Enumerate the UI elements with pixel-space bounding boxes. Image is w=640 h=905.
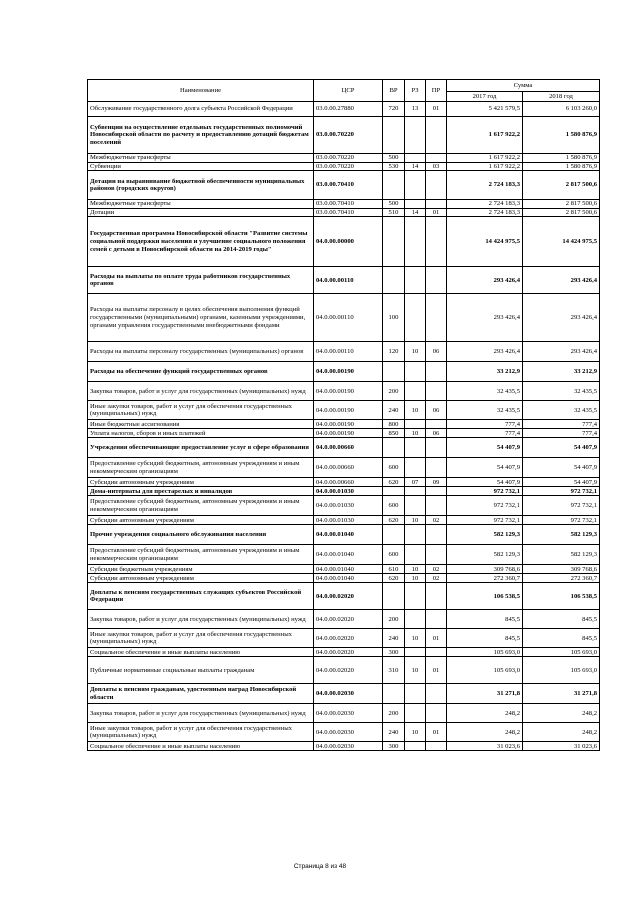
cell-name: Закупка товаров, работ и услуг для государственных (муниципальных) нужд xyxy=(88,704,314,723)
cell-name: Расходы на выплаты персоналу государственных (муниципальных) органов xyxy=(88,342,314,362)
cell-sum-2017: 845,5 xyxy=(447,610,523,629)
cell-name: Межбюджетные трансферты xyxy=(88,200,314,209)
cell-name: Публичные нормативные социальные выплаты гражданам xyxy=(88,657,314,684)
cell-rz xyxy=(405,154,426,163)
cell-pr: 02 xyxy=(426,574,447,583)
cell-rz xyxy=(405,267,426,294)
cell-name: Доплаты к пенсиям государственных служащих субъектов Российской Федерации xyxy=(88,583,314,610)
cell-sum-2018: 777,4 xyxy=(523,420,600,429)
cell-sum-2018: 31 271,8 xyxy=(523,684,600,704)
cell-pr xyxy=(426,171,447,200)
cell-vr: 600 xyxy=(383,458,405,478)
table-row xyxy=(88,704,600,723)
cell-csr: 04.0.00.01040 xyxy=(314,565,383,574)
cell-sum-2018: 582 129,3 xyxy=(523,525,600,545)
cell-sum-2017: 54 407,9 xyxy=(447,438,523,458)
cell-vr: 500 xyxy=(383,200,405,209)
cell-csr: 04.0.00.00190 xyxy=(314,401,383,420)
cell-rz: 10 xyxy=(405,342,426,362)
cell-name: Предоставление субсидий бюджетным, автономным учреждениям и иным некоммерческим организациям xyxy=(88,496,314,516)
cell-sum-2017: 582 129,3 xyxy=(447,525,523,545)
cell-rz xyxy=(405,610,426,629)
cell-rz: 10 xyxy=(405,657,426,684)
table-row xyxy=(88,657,600,684)
cell-sum-2018: 31 023,6 xyxy=(523,742,600,751)
table-row xyxy=(88,574,600,583)
cell-pr: 01 xyxy=(426,208,447,217)
cell-name: Закупка товаров, работ и услуг для государственных (муниципальных) нужд xyxy=(88,610,314,629)
cell-vr: 620 xyxy=(383,478,405,487)
cell-name: Социальное обеспечение и иные выплаты населению xyxy=(88,648,314,657)
table-row xyxy=(88,458,600,478)
cell-sum-2018: 1 580 876,9 xyxy=(523,162,600,171)
table-row xyxy=(88,382,600,401)
cell-name: Прочие учреждения социального обслуживания населения xyxy=(88,525,314,545)
cell-sum-2018: 293 426,4 xyxy=(523,294,600,342)
table-row xyxy=(88,420,600,429)
cell-sum-2017: 14 424 975,5 xyxy=(447,217,523,267)
cell-vr xyxy=(383,583,405,610)
cell-pr xyxy=(426,294,447,342)
cell-rz xyxy=(405,382,426,401)
cell-vr: 120 xyxy=(383,342,405,362)
cell-name: Иные закупки товаров, работ и услуг для обеспечения государственных (муниципальных) нужд xyxy=(88,723,314,742)
cell-csr: 04.0.00.02030 xyxy=(314,684,383,704)
cell-rz xyxy=(405,648,426,657)
cell-sum-2018: 972 732,1 xyxy=(523,516,600,525)
cell-sum-2017: 972 732,1 xyxy=(447,496,523,516)
cell-name: Дома-интернаты для престарелых и инвалидов xyxy=(88,487,314,496)
cell-sum-2018: 2 817 500,6 xyxy=(523,200,600,209)
cell-vr xyxy=(383,525,405,545)
cell-name: Иные закупки товаров, работ и услуг для обеспечения государственных (муниципальных) нужд xyxy=(88,629,314,648)
cell-csr: 04.0.00.00110 xyxy=(314,267,383,294)
cell-csr: 04.0.00.00110 xyxy=(314,294,383,342)
cell-pr: 02 xyxy=(426,565,447,574)
cell-vr: 310 xyxy=(383,657,405,684)
cell-sum-2018: 972 732,1 xyxy=(523,487,600,496)
cell-rz: 10 xyxy=(405,723,426,742)
cell-pr: 01 xyxy=(426,657,447,684)
cell-rz: 14 xyxy=(405,162,426,171)
cell-csr: 04.0.00.00110 xyxy=(314,342,383,362)
cell-rz xyxy=(405,545,426,565)
cell-csr: 04.0.00.01040 xyxy=(314,574,383,583)
cell-sum-2017: 5 421 579,5 xyxy=(447,102,523,117)
table-row xyxy=(88,171,600,200)
cell-rz xyxy=(405,217,426,267)
cell-csr: 04.0.00.00660 xyxy=(314,438,383,458)
cell-rz xyxy=(405,742,426,751)
cell-sum-2017: 31 023,6 xyxy=(447,742,523,751)
cell-sum-2018: 845,5 xyxy=(523,629,600,648)
cell-pr: 01 xyxy=(426,102,447,117)
cell-vr: 500 xyxy=(383,154,405,163)
cell-name: Обслуживание государственного долга субъекта Российской Федерации xyxy=(88,102,314,117)
cell-csr: 04.0.00.00000 xyxy=(314,217,383,267)
page-number: Страница 8 из 48 xyxy=(293,863,347,870)
cell-sum-2018: 1 580 876,9 xyxy=(523,117,600,154)
table-row xyxy=(88,342,600,362)
cell-csr: 04.0.00.02020 xyxy=(314,583,383,610)
cell-pr xyxy=(426,362,447,382)
header-vr: ВР xyxy=(383,80,405,102)
cell-rz: 10 xyxy=(405,629,426,648)
cell-csr: 04.0.00.00190 xyxy=(314,362,383,382)
cell-name: Уплата налогов, сборов и иных платежей xyxy=(88,429,314,438)
table-row xyxy=(88,684,600,704)
cell-vr: 240 xyxy=(383,723,405,742)
cell-sum-2018: 6 103 260,0 xyxy=(523,102,600,117)
cell-name: Субсидии автономным учреждениям xyxy=(88,516,314,525)
cell-csr: 04.0.00.02030 xyxy=(314,704,383,723)
cell-name: Субсидии автономным учреждениям xyxy=(88,478,314,487)
header-sum: Сумма xyxy=(447,80,600,92)
cell-vr: 530 xyxy=(383,162,405,171)
cell-pr: 06 xyxy=(426,342,447,362)
cell-vr xyxy=(383,171,405,200)
cell-sum-2018: 105 693,0 xyxy=(523,657,600,684)
cell-csr: 04.0.00.00660 xyxy=(314,478,383,487)
cell-pr xyxy=(426,267,447,294)
cell-csr: 04.0.00.01030 xyxy=(314,516,383,525)
cell-sum-2017: 31 271,8 xyxy=(447,684,523,704)
header-rz: РЗ xyxy=(405,80,426,102)
cell-vr: 100 xyxy=(383,294,405,342)
cell-vr: 200 xyxy=(383,382,405,401)
cell-sum-2017: 293 426,4 xyxy=(447,342,523,362)
cell-sum-2018: 777,4 xyxy=(523,429,600,438)
table-row xyxy=(88,610,600,629)
cell-name: Иные закупки товаров, работ и услуг для обеспечения государственных (муниципальных) нужд xyxy=(88,401,314,420)
cell-pr xyxy=(426,583,447,610)
cell-vr: 510 xyxy=(383,208,405,217)
cell-sum-2018: 32 435,5 xyxy=(523,401,600,420)
cell-csr: 04.0.00.01030 xyxy=(314,487,383,496)
cell-rz: 10 xyxy=(405,516,426,525)
header-name: Наименование xyxy=(88,80,314,102)
cell-sum-2017: 777,4 xyxy=(447,429,523,438)
cell-pr xyxy=(426,420,447,429)
table-row xyxy=(88,565,600,574)
cell-name: Межбюджетные трансферты xyxy=(88,154,314,163)
cell-pr: 06 xyxy=(426,429,447,438)
cell-csr: 04.0.00.01040 xyxy=(314,545,383,565)
cell-pr: 01 xyxy=(426,629,447,648)
cell-csr: 04.0.00.02030 xyxy=(314,723,383,742)
table-row xyxy=(88,438,600,458)
table-row xyxy=(88,525,600,545)
cell-vr: 200 xyxy=(383,610,405,629)
cell-sum-2018: 2 817 500,6 xyxy=(523,208,600,217)
table-row xyxy=(88,401,600,420)
cell-rz xyxy=(405,583,426,610)
table-row xyxy=(88,294,600,342)
table-row xyxy=(88,545,600,565)
header-csr: ЦСР xyxy=(314,80,383,102)
table-row xyxy=(88,629,600,648)
cell-rz xyxy=(405,117,426,154)
table-row xyxy=(88,429,600,438)
cell-pr xyxy=(426,217,447,267)
cell-sum-2017: 972 732,1 xyxy=(447,516,523,525)
table-row xyxy=(88,742,600,751)
cell-rz xyxy=(405,487,426,496)
table-row xyxy=(88,516,600,525)
cell-csr: 04.0.00.02020 xyxy=(314,610,383,629)
cell-pr xyxy=(426,487,447,496)
cell-sum-2017: 293 426,4 xyxy=(447,294,523,342)
cell-vr: 600 xyxy=(383,545,405,565)
cell-pr xyxy=(426,684,447,704)
cell-rz xyxy=(405,525,426,545)
cell-name: Субвенции xyxy=(88,162,314,171)
cell-vr: 610 xyxy=(383,565,405,574)
cell-csr: 03.0.00.27880 xyxy=(314,102,383,117)
cell-name: Субсидии бюджетным учреждениям xyxy=(88,565,314,574)
cell-rz xyxy=(405,200,426,209)
header-pr: ПР xyxy=(426,80,447,102)
cell-sum-2018: 54 407,9 xyxy=(523,458,600,478)
cell-csr: 03.0.00.70410 xyxy=(314,200,383,209)
cell-sum-2017: 248,2 xyxy=(447,704,523,723)
cell-pr: 09 xyxy=(426,478,447,487)
cell-sum-2018: 248,2 xyxy=(523,704,600,723)
cell-rz: 10 xyxy=(405,401,426,420)
cell-csr: 03.0.00.70410 xyxy=(314,171,383,200)
table-row xyxy=(88,208,600,217)
cell-rz: 10 xyxy=(405,574,426,583)
cell-sum-2017: 272 360,7 xyxy=(447,574,523,583)
cell-sum-2018: 14 424 975,5 xyxy=(523,217,600,267)
cell-rz: 13 xyxy=(405,102,426,117)
cell-name: Государственная программа Новосибирской области "Развитие системы социальной поддержки населения и улучшение социального положения семей с детьми в Новосибирской области на 2014-2019 годы" xyxy=(88,217,314,267)
cell-sum-2017: 54 407,9 xyxy=(447,478,523,487)
cell-vr: 300 xyxy=(383,648,405,657)
cell-pr xyxy=(426,742,447,751)
cell-name: Дотации xyxy=(88,208,314,217)
cell-pr: 02 xyxy=(426,516,447,525)
budget-table xyxy=(87,79,600,751)
cell-sum-2018: 972 732,1 xyxy=(523,496,600,516)
cell-sum-2017: 248,2 xyxy=(447,723,523,742)
cell-csr: 03.0.00.70220 xyxy=(314,162,383,171)
cell-csr: 03.0.00.70220 xyxy=(314,117,383,154)
cell-pr xyxy=(426,648,447,657)
cell-rz xyxy=(405,420,426,429)
cell-sum-2017: 106 538,5 xyxy=(447,583,523,610)
table-row xyxy=(88,117,600,154)
cell-pr: 01 xyxy=(426,723,447,742)
cell-sum-2018: 845,5 xyxy=(523,610,600,629)
cell-csr: 04.0.00.00190 xyxy=(314,420,383,429)
cell-sum-2017: 777,4 xyxy=(447,420,523,429)
cell-vr: 200 xyxy=(383,704,405,723)
cell-sum-2018: 54 407,9 xyxy=(523,438,600,458)
table-row xyxy=(88,478,600,487)
cell-vr xyxy=(383,267,405,294)
table-row xyxy=(88,487,600,496)
cell-sum-2018: 33 212,9 xyxy=(523,362,600,382)
table-body xyxy=(88,102,600,751)
cell-vr: 720 xyxy=(383,102,405,117)
cell-name: Социальное обеспечение и иные выплаты населению xyxy=(88,742,314,751)
cell-sum-2018: 309 768,6 xyxy=(523,565,600,574)
cell-sum-2017: 972 732,1 xyxy=(447,487,523,496)
cell-name: Расходы на обеспечение функций государственных органов xyxy=(88,362,314,382)
cell-sum-2017: 32 435,5 xyxy=(447,382,523,401)
cell-name: Расходы на выплаты по оплате труда работников государственных органов xyxy=(88,267,314,294)
cell-sum-2018: 54 407,9 xyxy=(523,478,600,487)
cell-pr xyxy=(426,438,447,458)
table-row xyxy=(88,648,600,657)
cell-sum-2018: 106 538,5 xyxy=(523,583,600,610)
cell-csr: 04.0.00.02020 xyxy=(314,648,383,657)
cell-sum-2017: 582 129,3 xyxy=(447,545,523,565)
cell-csr: 04.0.00.00190 xyxy=(314,429,383,438)
cell-vr xyxy=(383,487,405,496)
cell-sum-2018: 248,2 xyxy=(523,723,600,742)
cell-pr xyxy=(426,117,447,154)
cell-sum-2017: 1 617 922,2 xyxy=(447,117,523,154)
cell-sum-2017: 293 426,4 xyxy=(447,267,523,294)
cell-sum-2018: 105 693,0 xyxy=(523,648,600,657)
cell-sum-2017: 1 617 922,2 xyxy=(447,154,523,163)
table-row xyxy=(88,583,600,610)
table-row xyxy=(88,102,600,117)
table-row xyxy=(88,267,600,294)
cell-vr: 620 xyxy=(383,516,405,525)
cell-vr: 300 xyxy=(383,742,405,751)
cell-vr xyxy=(383,217,405,267)
table-row xyxy=(88,362,600,382)
cell-rz: 10 xyxy=(405,565,426,574)
cell-vr: 800 xyxy=(383,420,405,429)
cell-sum-2017: 1 617 922,2 xyxy=(447,162,523,171)
cell-csr: 04.0.00.00190 xyxy=(314,382,383,401)
cell-sum-2017: 105 693,0 xyxy=(447,657,523,684)
cell-name: Закупка товаров, работ и услуг для государственных (муниципальных) нужд xyxy=(88,382,314,401)
table-row xyxy=(88,723,600,742)
cell-rz: 10 xyxy=(405,429,426,438)
cell-vr xyxy=(383,117,405,154)
header-year-2017: 2017 год xyxy=(447,92,523,102)
cell-pr xyxy=(426,382,447,401)
cell-rz xyxy=(405,362,426,382)
cell-pr xyxy=(426,458,447,478)
cell-sum-2018: 32 435,5 xyxy=(523,382,600,401)
cell-pr xyxy=(426,496,447,516)
table-row xyxy=(88,154,600,163)
cell-vr: 240 xyxy=(383,629,405,648)
cell-vr: 240 xyxy=(383,401,405,420)
cell-name: Расходы на выплаты персоналу в целях обеспечения выполнения функций государственными (муниципальными) органами, казенными учреждениями, органами управления государственными внебюджетными фондами xyxy=(88,294,314,342)
cell-vr: 850 xyxy=(383,429,405,438)
cell-sum-2018: 272 360,7 xyxy=(523,574,600,583)
cell-sum-2017: 309 768,6 xyxy=(447,565,523,574)
cell-csr: 03.0.00.70220 xyxy=(314,154,383,163)
cell-name: Иные бюджетные ассигнования xyxy=(88,420,314,429)
cell-sum-2018: 1 580 876,9 xyxy=(523,154,600,163)
cell-rz xyxy=(405,171,426,200)
cell-pr xyxy=(426,610,447,629)
cell-sum-2017: 2 724 183,3 xyxy=(447,171,523,200)
cell-rz xyxy=(405,684,426,704)
header-year-2018: 2018 год xyxy=(523,92,600,102)
cell-rz: 14 xyxy=(405,208,426,217)
cell-rz xyxy=(405,294,426,342)
cell-rz xyxy=(405,704,426,723)
cell-vr: 600 xyxy=(383,496,405,516)
cell-sum-2018: 293 426,4 xyxy=(523,267,600,294)
cell-csr: 04.0.00.01030 xyxy=(314,496,383,516)
cell-sum-2017: 845,5 xyxy=(447,629,523,648)
cell-sum-2017: 2 724 183,3 xyxy=(447,208,523,217)
table-row xyxy=(88,200,600,209)
cell-sum-2018: 2 817 500,6 xyxy=(523,171,600,200)
cell-csr: 04.0.00.00660 xyxy=(314,458,383,478)
cell-sum-2017: 33 212,9 xyxy=(447,362,523,382)
cell-csr: 04.0.00.02020 xyxy=(314,629,383,648)
cell-pr xyxy=(426,545,447,565)
cell-rz xyxy=(405,496,426,516)
cell-vr xyxy=(383,684,405,704)
cell-vr: 620 xyxy=(383,574,405,583)
cell-csr: 04.0.00.01040 xyxy=(314,525,383,545)
cell-csr: 04.0.00.02030 xyxy=(314,742,383,751)
cell-vr xyxy=(383,438,405,458)
table-row xyxy=(88,496,600,516)
cell-name: Дотации на выравнивание бюджетной обеспеченности муниципальных районов (городских округов) xyxy=(88,171,314,200)
cell-name: Предоставление субсидий бюджетным, автономным учреждениям и иным некоммерческим организациям xyxy=(88,458,314,478)
cell-name: Субсидии автономным учреждениям xyxy=(88,574,314,583)
table-row xyxy=(88,162,600,171)
cell-pr xyxy=(426,154,447,163)
cell-name: Субвенции на осуществление отдельных государственных полномочий Новосибирской области по расчету и предоставлению дотаций бюджетам поселений xyxy=(88,117,314,154)
cell-rz xyxy=(405,458,426,478)
table-header xyxy=(88,80,600,102)
cell-sum-2017: 105 693,0 xyxy=(447,648,523,657)
cell-sum-2018: 582 129,3 xyxy=(523,545,600,565)
cell-sum-2018: 293 426,4 xyxy=(523,342,600,362)
cell-name: Предоставление субсидий бюджетным, автономным учреждениям и иным некоммерческим организациям xyxy=(88,545,314,565)
cell-pr: 06 xyxy=(426,401,447,420)
cell-pr xyxy=(426,704,447,723)
cell-name: Доплаты к пенсиям гражданам, удостоенным наград Новосибирской области xyxy=(88,684,314,704)
cell-pr xyxy=(426,200,447,209)
cell-rz: 07 xyxy=(405,478,426,487)
table-row xyxy=(88,217,600,267)
cell-pr: 03 xyxy=(426,162,447,171)
cell-name: Учреждения обеспечивающие предоставление услуг в сфере образования xyxy=(88,438,314,458)
cell-sum-2017: 32 435,5 xyxy=(447,401,523,420)
cell-csr: 03.0.00.70410 xyxy=(314,208,383,217)
cell-sum-2017: 54 407,9 xyxy=(447,458,523,478)
cell-pr xyxy=(426,525,447,545)
cell-csr: 04.0.00.02020 xyxy=(314,657,383,684)
cell-vr xyxy=(383,362,405,382)
cell-sum-2017: 2 724 183,3 xyxy=(447,200,523,209)
cell-rz xyxy=(405,438,426,458)
